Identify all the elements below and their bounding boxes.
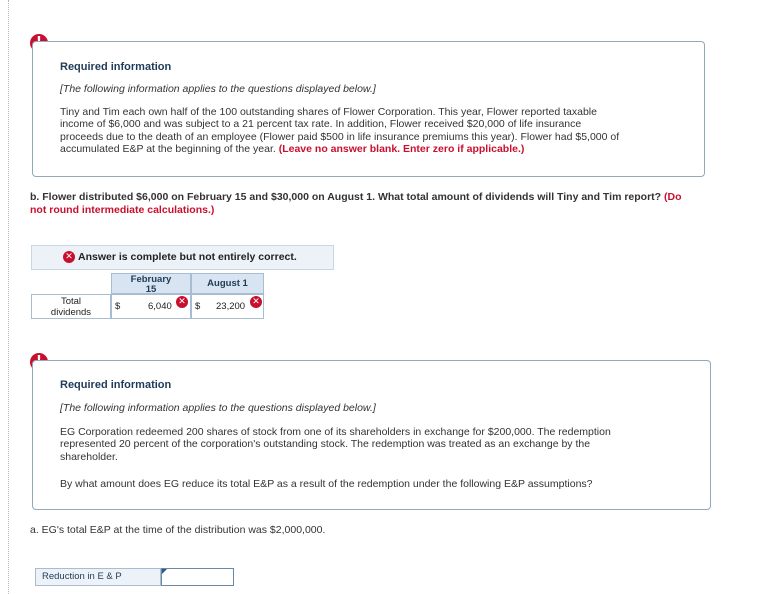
question-b-hint: (Do	[664, 191, 682, 203]
section2-paragraph	[60, 426, 700, 463]
section2-title: Required information	[60, 379, 172, 391]
x-mark-icon: ✕	[63, 251, 75, 263]
section2-question: By what amount does EG reduce its total E&P as a result of the redemption under the following E&P assumptions?	[60, 478, 593, 490]
row-label-line: Total	[60, 296, 82, 307]
section2-line: represented 20 percent of the corporation's outstanding stock. The redemption was treated as an exchange by the	[60, 438, 591, 451]
section1-line: proceeds due to the death of an employee (Flower paid $500 in life insurance premiums this year). Flower had $5,000 of	[60, 130, 620, 143]
section1-subtitle: [The following information applies to the questions displayed below.]	[60, 83, 376, 95]
col-header-february-15	[111, 273, 191, 294]
currency-symbol: $	[115, 301, 121, 312]
section2-subtitle: [The following information applies to the questions displayed below.]	[60, 402, 376, 414]
answer-status-banner	[31, 245, 334, 270]
question-a: a. EG's total E&P at the time of the distribution was $2,000,000.	[30, 524, 326, 536]
reduction-input[interactable]	[161, 568, 234, 586]
section2-line: EG Corporation redeemed 200 shares of stock from one of its shareholders in exchange for $200,000. The redemption	[60, 426, 611, 438]
question-b-text: b. Flower distributed $6,000 on February 15 and $30,000 on August 1. What total amount of dividends will Tiny and Tim report?	[30, 191, 662, 203]
question-b-hint-2: not round intermediate calculations.)	[30, 204, 215, 216]
row-label-total-dividends	[31, 294, 111, 319]
section1-line: Tiny and Tim each own half of the 100 outstanding shares of Flower Corporation. This year, Flower reported taxable	[60, 106, 597, 118]
col-header-line: 15	[145, 284, 157, 295]
answer-value-august: 23,200	[216, 301, 246, 312]
section1-last-line: accumulated E&P at the beginning of the year.	[60, 143, 276, 156]
left-dotted-rule	[8, 0, 9, 594]
section1-paragraph	[60, 106, 700, 156]
answer-cell-august[interactable]	[191, 294, 264, 319]
section2-line: shareholder.	[60, 450, 118, 463]
col-header-august-1: August 1	[191, 273, 264, 294]
section1-title: Required information	[60, 61, 172, 73]
answer-status-text: Answer is complete but not entirely correct.	[78, 251, 297, 263]
col-header-line: February	[130, 274, 172, 285]
section1-line	[60, 143, 700, 155]
row-label-line: dividends	[50, 307, 92, 318]
answer-value-february: 6,040	[148, 301, 172, 312]
question-b-line	[30, 191, 730, 204]
reduction-label: Reduction in E & P	[35, 568, 161, 586]
x-mark-icon: ✕	[250, 296, 262, 308]
x-mark-icon: ✕	[176, 296, 188, 308]
currency-symbol: $	[195, 301, 201, 312]
section1-line: income of $6,000 and was subject to a 21 percent tax rate. In addition, Flower received $20,000 of life insurance	[60, 118, 582, 131]
section1-hint: (Leave no answer blank. Enter zero if applicable.)	[278, 143, 525, 156]
question-b	[30, 191, 730, 217]
answer-cell-february[interactable]	[111, 294, 191, 319]
